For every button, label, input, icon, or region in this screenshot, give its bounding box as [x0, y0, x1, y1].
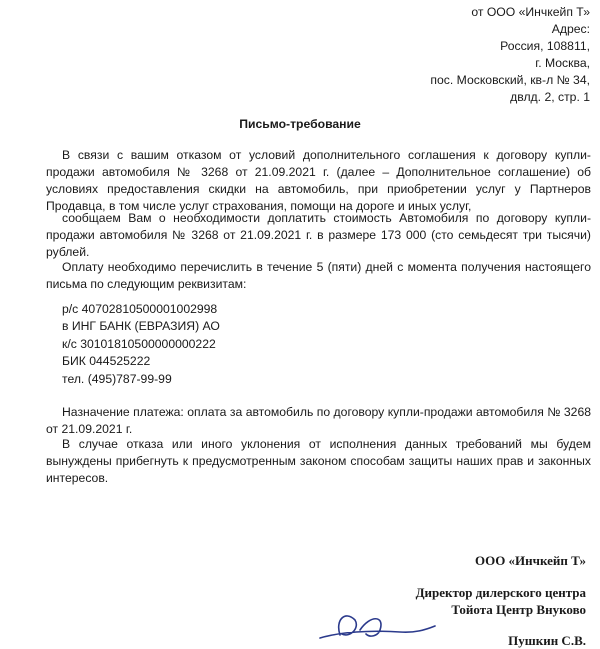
paragraph-refusal: В связи с вашим отказом от условий дополнительного соглашения к договору купли-продажи автомобиля № 3268 от 21.09.2021 г. (далее – Дополнительное соглашение) об условиях предоставления скидки на автомобиль, при приобретении услуг у Партнеров Продавца, в том числе услуг страхования, помощи на дороге и иных услуг,	[46, 148, 591, 213]
paragraph-consequences: В случае отказа или иного уклонения от исполнения данных требований мы будем вынуждены прибегнуть к предусмотренным законом способам защиты наших прав и законных интересов.	[46, 437, 591, 485]
paragraph-payment-demand: сообщаем Вам о необходимости доплатить стоимость Автомобиля по договору купли-продажи автомобиля № 3268 от 21.09.2021 г. в размере 173 000 (сто семьдесят три тысячи) рублей.	[46, 211, 591, 259]
sender-country: Россия, 108811,	[500, 39, 590, 53]
requisite-bik: БИК 044525222	[62, 354, 151, 369]
letter-title: Письмо-требование	[239, 117, 361, 131]
requisite-account: р/с 40702810500001002998	[62, 302, 218, 316]
signature-name: Пушкин С.В.	[508, 633, 586, 648]
sender-district: пос. Московский, кв-л № 34,	[430, 73, 590, 87]
handwritten-signature	[300, 590, 440, 641]
bank-requisites	[62, 301, 220, 388]
paragraph-payment-terms: Оплату необходимо перечислить в течение 5 (пяти) дней с момента получения настоящего письма по следующим реквизитам:	[46, 260, 591, 291]
sender-from: от ООО «Инчкейп Т»	[471, 5, 590, 19]
signature-position-line2: Тойота Центр Внуково	[451, 602, 586, 617]
requisite-phone: тел. (495)787-99-99	[62, 371, 172, 386]
signature-position-line1: Директор дилерского центра	[415, 585, 586, 600]
sender-address	[290, 4, 590, 106]
sender-building: двлд. 2, стр. 1	[510, 90, 590, 104]
requisite-corr-account: к/с 30101810500000000222	[62, 336, 216, 351]
paragraph-payment-purpose: Назначение платежа: оплата за автомобиль по договору купли-продажи автомобиля № 3268 от 21.09.2021 г.	[46, 405, 591, 436]
sender-city: г. Москва,	[535, 56, 590, 70]
sender-address-label: Адрес:	[551, 22, 590, 36]
signature-company: ООО «Инчкейп Т»	[474, 553, 586, 568]
requisite-bank: в ИНГ БАНК (ЕВРАЗИЯ) АО	[62, 319, 220, 334]
